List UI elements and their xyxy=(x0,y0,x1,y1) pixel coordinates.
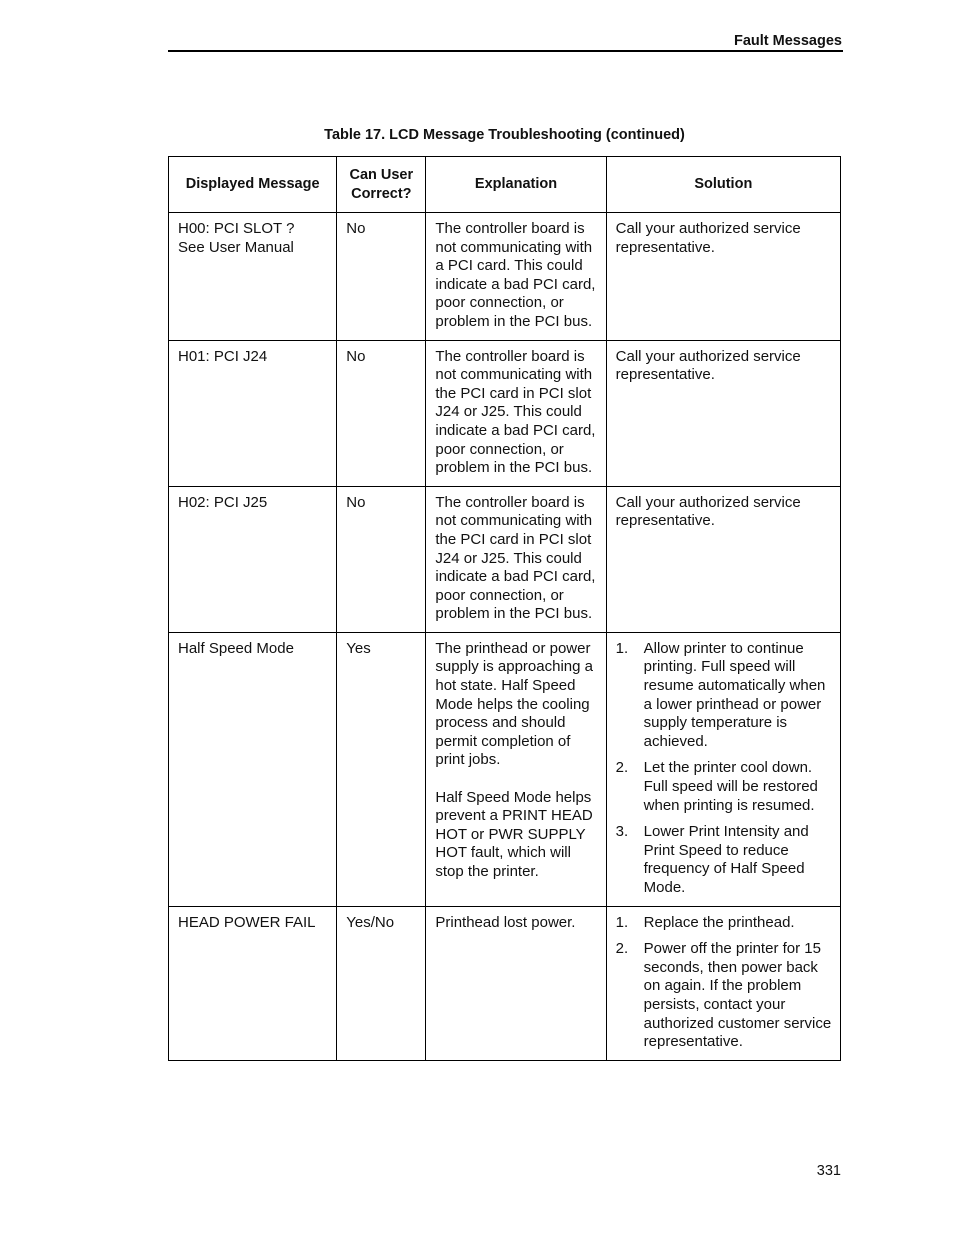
section-title: Fault Messages xyxy=(734,33,842,49)
solution-cell xyxy=(606,632,840,906)
explanation-cell xyxy=(426,632,606,906)
step-text: Power off the printer for 15 seconds, then power back on again. If the problem persists, contact your authorized customer service representative. xyxy=(643,940,832,1051)
solution-cell: Call your authorized service representative. xyxy=(606,213,840,341)
header-rule xyxy=(168,50,843,52)
table-row xyxy=(169,340,841,486)
step-text: Lower Print Intensity and Print Speed to reduce frequency of Half Speed Mode. xyxy=(643,823,809,896)
step-text: Replace the printhead. xyxy=(643,913,795,931)
solution-step xyxy=(616,759,832,815)
can-user-correct-cell: Yes/No xyxy=(337,906,426,1060)
step-text: Let the printer cool down. Full speed will be restored when printing is resumed. xyxy=(643,759,818,814)
column-header-explanation: Explanation xyxy=(426,157,606,213)
page-number: 331 xyxy=(816,1163,841,1179)
solution-step xyxy=(616,823,832,897)
table-row xyxy=(169,632,841,906)
explanation-paragraph: Half Speed Mode helps prevent a PRINT HEAD HOT or PWR SUPPLY HOT fault, which will stop the printer. xyxy=(435,788,593,880)
displayed-message-cell: Half Speed Mode xyxy=(169,632,337,906)
column-header-solution: Solution xyxy=(606,157,840,213)
solution-steps xyxy=(616,640,832,898)
solution-cell: Call your authorized service representative. xyxy=(606,340,840,486)
solution-step xyxy=(616,640,832,752)
table-row xyxy=(169,486,841,632)
displayed-message-cell: HEAD POWER FAIL xyxy=(169,906,337,1060)
solution-step xyxy=(616,914,832,933)
explanation-cell: The controller board is not communicating with the PCI card in PCI slot J24 or J25. This could indicate a bad PCI card, poor connection, or problem in the PCI bus. xyxy=(426,486,606,632)
table-caption: Table 17. LCD Message Troubleshooting (continued) xyxy=(324,127,685,143)
lcd-message-table xyxy=(168,156,841,1061)
explanation-cell: Printhead lost power. xyxy=(426,906,606,1060)
table-row xyxy=(169,906,841,1060)
displayed-message-cell: H00: PCI SLOT ? See User Manual xyxy=(169,213,337,341)
solution-steps xyxy=(616,914,832,1052)
step-number: 2. xyxy=(615,759,629,777)
can-user-correct-cell: No xyxy=(337,213,426,341)
solution-step xyxy=(616,940,832,1052)
step-number: 3. xyxy=(615,823,629,841)
displayed-message-cell: H01: PCI J24 xyxy=(169,340,337,486)
step-text: Allow printer to continue printing. Full speed will resume automatically when a lower printhead or power supply temperature is achieved. xyxy=(643,639,826,750)
can-user-correct-cell: No xyxy=(337,340,426,486)
explanation-cell: The controller board is not communicating with the PCI card in PCI slot J24 or J25. This could indicate a bad PCI card, poor connection, or problem in the PCI bus. xyxy=(426,340,606,486)
table-header-row xyxy=(169,157,841,213)
explanation-cell: The controller board is not communicating with a PCI card. This could indicate a bad PCI card, poor connection, or problem in the PCI bus. xyxy=(426,213,606,341)
step-number: 1. xyxy=(615,639,629,657)
column-header-can-user-correct: Can User Correct? xyxy=(337,157,426,213)
solution-cell xyxy=(606,906,840,1060)
can-user-correct-cell: No xyxy=(337,486,426,632)
solution-cell: Call your authorized service representative. xyxy=(606,486,840,632)
displayed-message-cell: H02: PCI J25 xyxy=(169,486,337,632)
step-number: 1. xyxy=(615,913,629,931)
step-number: 2. xyxy=(615,940,629,958)
explanation-paragraph: The printhead or power supply is approaching a hot state. Half Speed Mode helps the cooling process and should permit completion of print jobs. xyxy=(435,639,593,769)
can-user-correct-cell: Yes xyxy=(337,632,426,906)
column-header-displayed-message: Displayed Message xyxy=(169,157,337,213)
table-row xyxy=(169,213,841,341)
